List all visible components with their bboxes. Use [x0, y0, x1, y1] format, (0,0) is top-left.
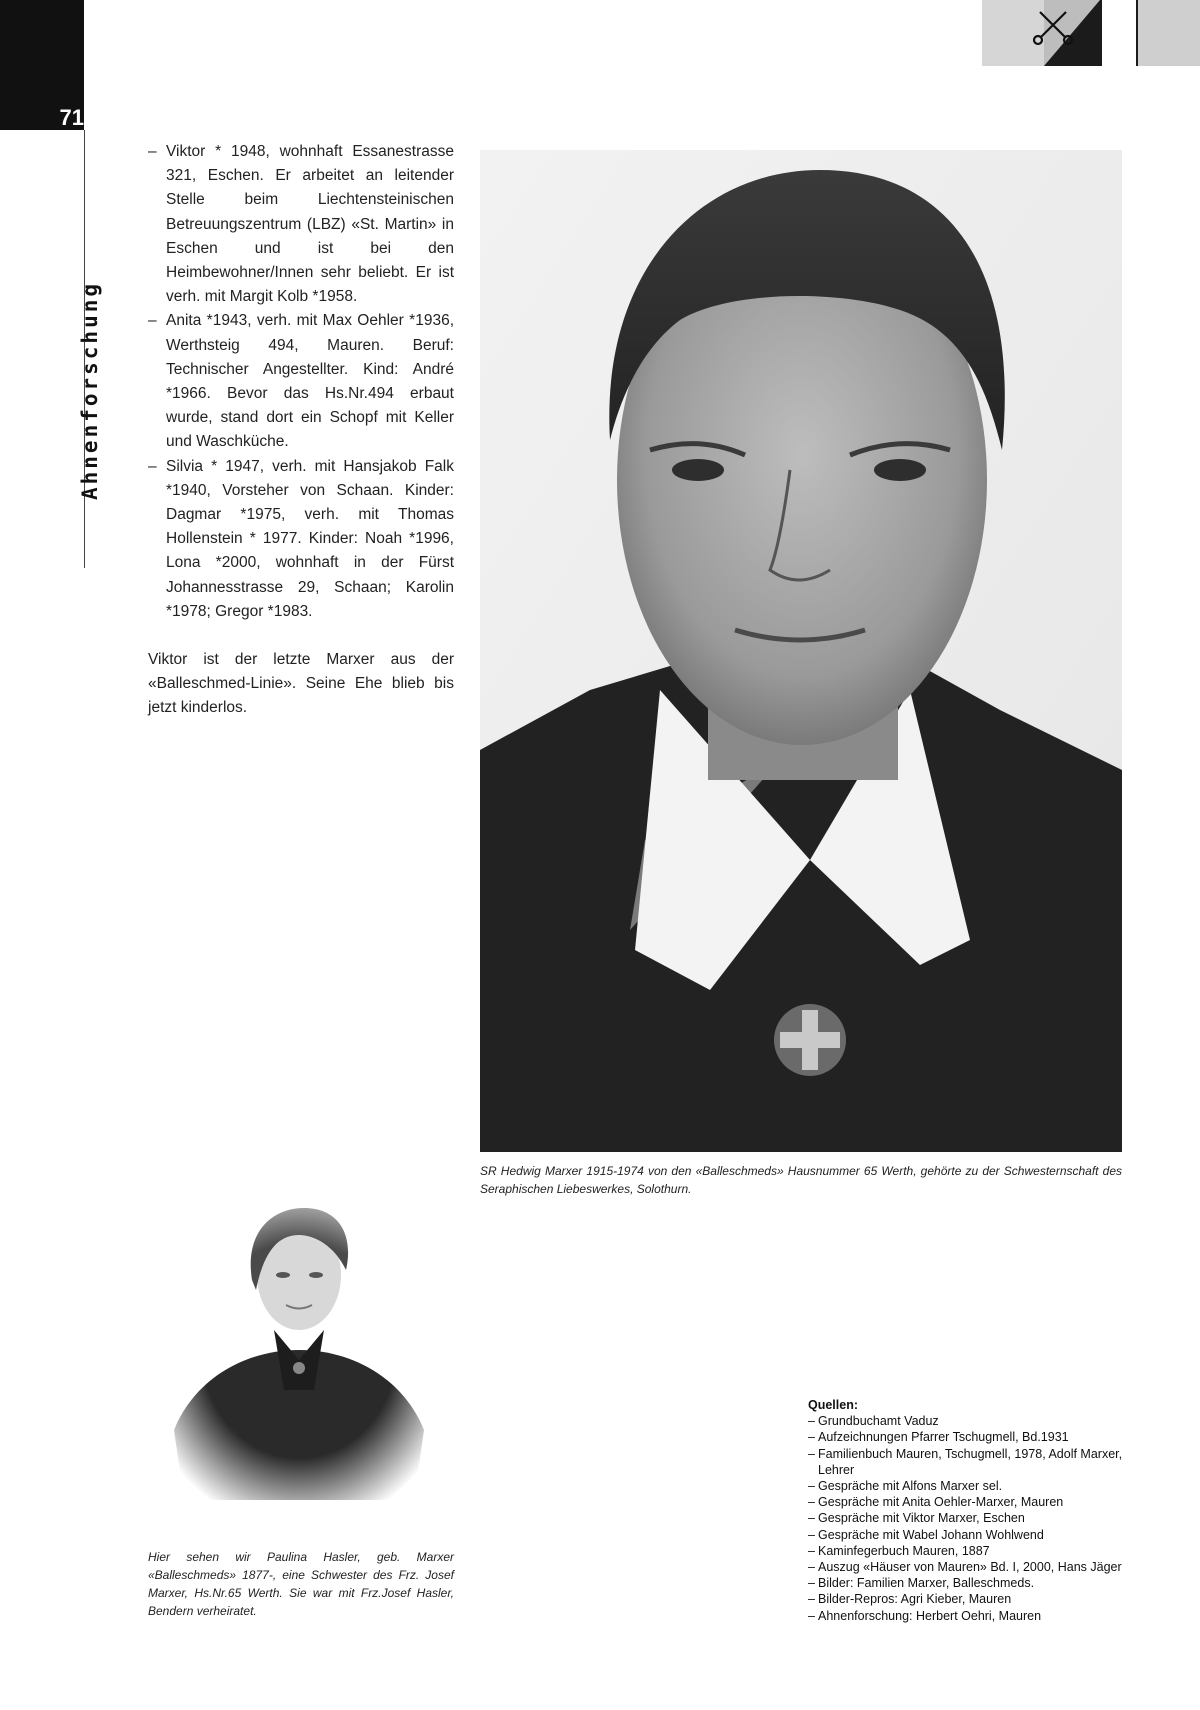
small-portrait-caption: Hier sehen wir Paulina Hasler, geb. Marxer «Balleschmeds» 1877-, eine Schwester des Frz. Josef Marxer, Hs.Nr.65 Werth. Sie war mit Frz.Josef Hasler, Bendern verheiratet. — [148, 1550, 454, 1618]
source-item: – Familienbuch Mauren, Tschugmell, 1978, Adolf Marxer, Lehrer — [808, 1446, 1124, 1478]
portrait-photo — [480, 150, 1122, 1152]
source-item: – Gespräche mit Viktor Marxer, Eschen — [808, 1510, 1124, 1526]
sources-title: Quellen: — [808, 1398, 859, 1412]
source-item: – Gespräche mit Anita Oehler-Marxer, Mauren — [808, 1494, 1124, 1510]
family-entry-anita: – Anita *1943, verh. mit Max Oehler *1936, Werthsteig 494, Mauren. Beruf: Technischer Angestellter. Kind: André *1966. Bevor das Hs.Nr.494 erbaut wurde, stand dort ein Schopf mit Keller und Waschküche. — [148, 309, 454, 454]
section-title: Ahnenforschung — [78, 280, 102, 500]
source-item: – Grundbuchamt Vaduz — [808, 1413, 1124, 1429]
page-number: 71 — [59, 105, 84, 130]
source-item: – Auszug «Häuser von Mauren» Bd. I, 2000, Hans Jäger — [808, 1559, 1124, 1575]
source-item: – Aufzeichnungen Pfarrer Tschugmell, Bd.1931 — [808, 1429, 1124, 1445]
body-text — [148, 140, 454, 736]
source-item: – Gespräche mit Wabel Johann Wohlwend — [808, 1527, 1124, 1543]
source-item: – Kaminfegerbuch Mauren, 1887 — [808, 1543, 1124, 1559]
sources-list — [808, 1397, 1124, 1624]
family-entry-silvia: – Silvia * 1947, verh. mit Hansjakob Falk *1940, Vorsteher von Schaan. Kinder: Dagmar *1975, verh. mit Thomas Hollenstein * 1977. Kinder: Noah *1996, Lona *2000, wohnhaft in der Fürst Johannesstrasse 29, Schaan; Karolin *1978; Gregor *1983. — [148, 455, 454, 624]
source-item: – Bilder-Repros: Agri Kieber, Mauren — [808, 1591, 1124, 1607]
corner-logo — [982, 0, 1200, 66]
source-item: – Ahnenforschung: Herbert Oehri, Mauren — [808, 1608, 1124, 1624]
portrait-hedwig-marxer — [480, 150, 1122, 1152]
source-item: – Gespräche mit Alfons Marxer sel. — [808, 1478, 1124, 1494]
family-entry-viktor: – Viktor * 1948, wohnhaft Essanestrasse 321, Eschen. Er arbeitet an leitender Stelle beim Liechtensteinischen Betreuungszentrum (LBZ) «St. Martin» in Eschen und ist bei den Heimbewohner/Innen sehr beliebt. Er ist verh. mit Margit Kolb *1958. — [148, 140, 454, 309]
small-portrait-photo — [164, 1200, 434, 1500]
source-item: – Bilder: Familien Marxer, Balleschmeds. — [808, 1575, 1124, 1591]
portrait-paulina-hasler — [164, 1200, 434, 1500]
closing-paragraph: Viktor ist der letzte Marxer aus der «Balleschmed-Linie». Seine Ehe blieb bis jetzt kinderlos. — [148, 651, 454, 717]
portrait-caption: SR Hedwig Marxer 1915-1974 von den «Balleschmeds» Hausnummer 65 Werth, gehörte zu der Schwesternschaft des Seraphischen Liebeswerkes, Solothurn. — [480, 1164, 1122, 1196]
